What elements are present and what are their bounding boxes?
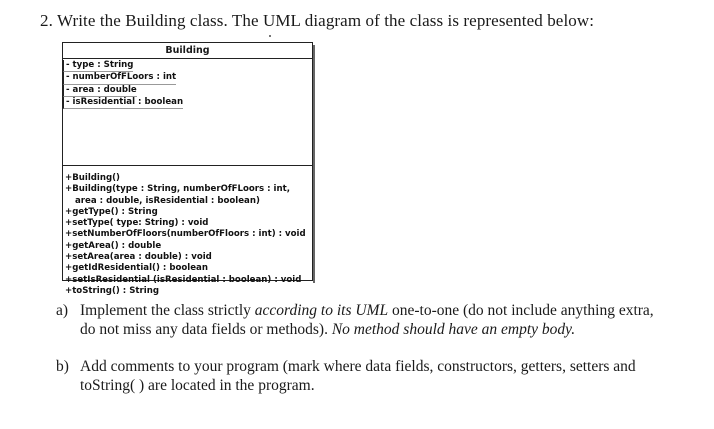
item-line xyxy=(80,320,654,339)
text-run: Implement the class strictly xyxy=(80,302,255,319)
item-marker: b) xyxy=(56,358,69,375)
uml-method-continuation: area : double, isResidential : boolean) xyxy=(75,195,260,206)
uml-field: - area : double xyxy=(63,85,137,97)
uml-class-name: Building xyxy=(63,43,312,59)
item-line xyxy=(80,301,654,320)
question-heading: 2. Write the Building class. The UML diagram of the class is represented below: xyxy=(40,11,595,30)
uml-method: +toString() : String xyxy=(65,285,159,296)
uml-methods-compartment xyxy=(63,166,312,296)
emphasis-text: according to its UML xyxy=(254,302,389,319)
uml-method: +setType( type: String) : void xyxy=(65,218,209,229)
uml-method: +getIdResidential() : boolean xyxy=(65,263,208,274)
uml-method: +getArea() : double xyxy=(65,240,162,251)
scan-speck xyxy=(269,35,271,37)
uml-class-diagram xyxy=(62,42,313,296)
uml-method: +setIsResidential (isResidential : boolean) : void xyxy=(65,274,302,285)
text-run: do not miss any data fields or methods). xyxy=(80,321,332,338)
uml-field: - numberOfFLoors : int xyxy=(63,72,176,84)
item-line: toString( ) are located in the program. xyxy=(80,377,315,394)
uml-fields-compartment xyxy=(63,59,312,166)
item-text xyxy=(80,357,636,395)
item-marker: a) xyxy=(56,302,69,319)
item-text xyxy=(80,301,654,339)
uml-method: +Building() xyxy=(65,173,120,183)
text-run: one-to-one (do not include anything extra, xyxy=(388,302,654,319)
uml-method: +setArea(area : double) : void xyxy=(65,252,212,263)
uml-field: - type : String xyxy=(63,60,133,72)
uml-field: - isResidential : boolean xyxy=(63,97,183,109)
item-line: Add comments to your program (mark where data fields, constructors, getters, setters and xyxy=(80,358,636,375)
uml-method: +setNumberOfFloors(numberOfFloors : int) : void xyxy=(65,229,306,240)
uml-method: +Building(type : String, numberOfFLoors : int, xyxy=(65,184,290,195)
uml-method: +getType() : String xyxy=(65,206,158,217)
emphasis-text: No method should have an empty body. xyxy=(331,321,576,338)
